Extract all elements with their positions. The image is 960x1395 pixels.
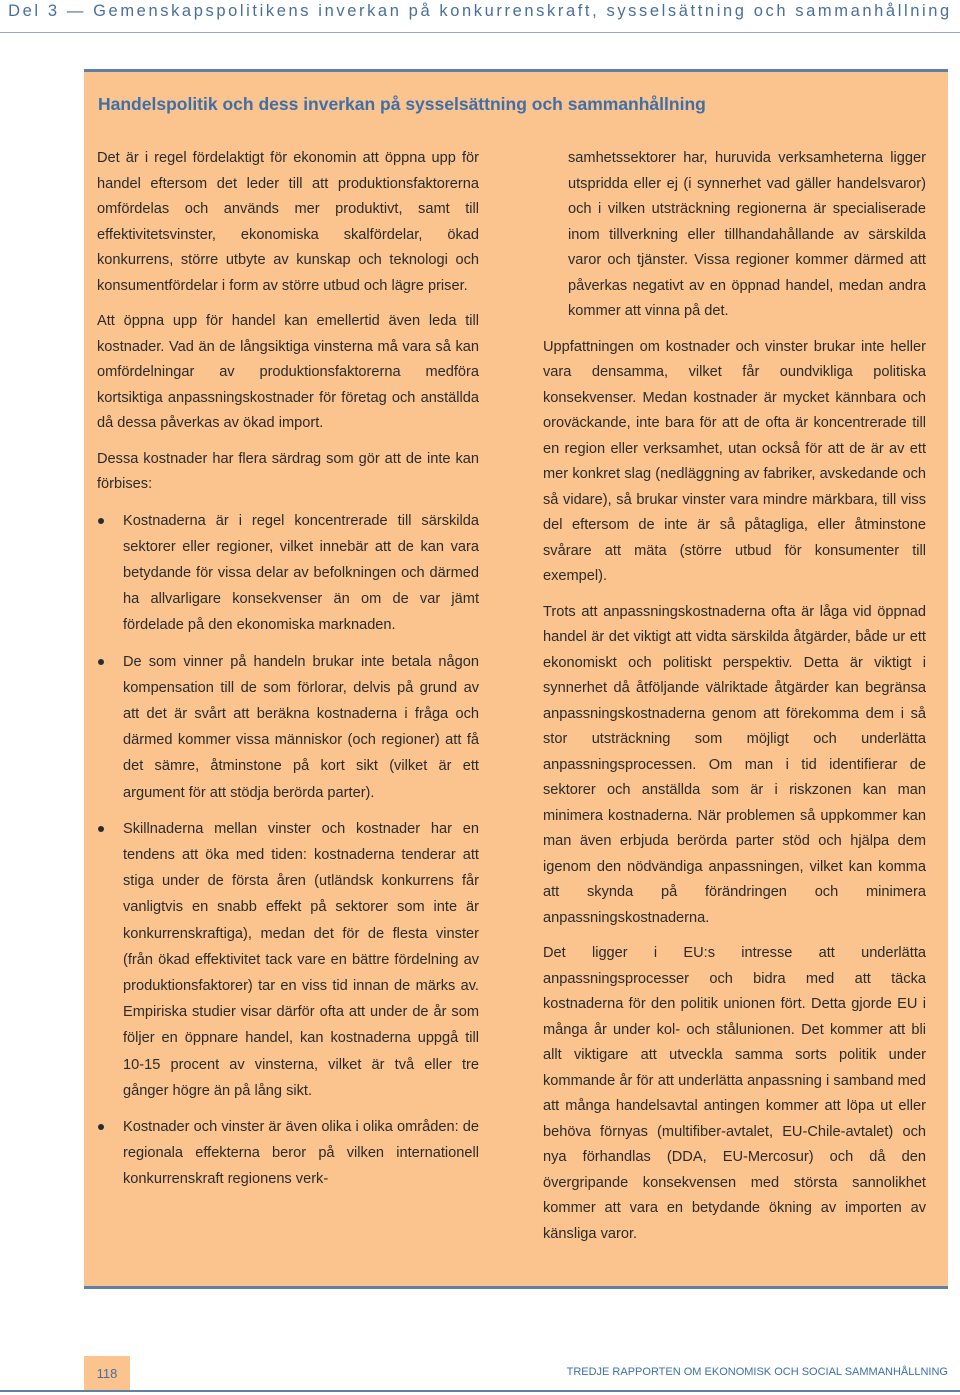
info-box	[84, 69, 948, 1289]
list-item-text: Kostnaderna är i regel koncentrerade till särskilda sektorer eller regioner, vilket innebär att de kan vara betydande för vissa delar av befolkningen och därmed ha allvarligare konsekvenser än om de var jämt fördelade på den ekonomiska marknaden.	[123, 512, 479, 634]
list-item-text: Skillnaderna mellan vinster och kostnader har en tendens att öka med tiden: kostnaderna tenderar att stiga under de första åren (utländsk konkurrens får vanligtvis en snabb effekt på sektorer som inte är konkurrenskraftiga), medan det för de flesta vinster (från ökad effektivitet tack vare en bättre fördelning av produktionsfaktorer) tar en viss tid innan de märks av. Empiriska studier visar därför ofta att under de år som följer en öppnare handel, kan kostnaderna uppgå till 10-15 procent av vinsterna, vilket är två eller tre gånger högre än på lång sikt.	[123, 820, 479, 1099]
paragraph: Det ligger i EU:s intresse att underlätta anpassningsprocesser och bidra med att täcka kostnaderna för den politik unionen fört. Detta gjorde EU i många år under kol- och stålunionen. Det kommer att bli allt viktigare att utveckla samma sorts politik under kommande år för att underlätta anpassning i samband med att många handelsavtal antingen kommer att löpa ut eller behöva förnyas (multifiber-avtalet, EU-Chile-avtalet) och nya förhandlas (DDA, EU-Mercosur) och då den övergripande konsekvensen med största sannolikhet kommer att vara en betydande ökning av importen av känsliga varor.	[543, 945, 926, 1242]
paragraph: Dessa kostnader har flera särdrag som gör att de inte kan förbises:	[97, 450, 479, 492]
paragraph: Det är i regel fördelaktigt för ekonomin att öppna upp för handel eftersom det leder till att produktionsfaktorerna omfördelas och används mer produktivt, samt till effektivitetsvinster, ekonomiska skalfördelar, ökad konkurrens, större utbyte av kunskap och teknologi och konsumentfördelar i form av större utbud och lägre priser.	[97, 150, 479, 294]
continuation-paragraph: samhetssektorer har, huruvida verksamheterna ligger utspridda eller ej (i synnerhet vad gäller handelsvaror) och i vilken utsträckning regionerna är specialiserade inom tillverkning eller tillhandahållande av särskilda varor och tjänster. Vissa regioner kommer därmed att påverkas negativt av en öppnad handel, medan andra kommer att vinna på det.	[568, 150, 926, 319]
right-column	[543, 146, 926, 1257]
page-number: 118	[84, 1356, 130, 1390]
list-item-text: De som vinner på handeln brukar inte betala någon kompensation till de som förlorar, delvis på grund av att det är svårt att beräkna kostnaderna i fråga och därmed kommer vissa människor (och regioner) att få det sämre, åtminstone på kort sikt (vilket är ett argument för att stödja berörda parter).	[123, 653, 479, 801]
running-header: Del 3 — Gemenskapspolitikens inverkan på konkurrenskraft, sysselsättning och sammanhållning	[8, 2, 952, 20]
list-item	[97, 816, 479, 1104]
list-item	[97, 1114, 479, 1193]
bullet-icon	[98, 518, 104, 524]
paragraph: Uppfattningen om kostnader och vinster brukar inte heller vara densamma, vilket får oundvikliga politiska konsekvenser. Medan kostnader är mycket kännbara och oroväckande, inte bara för att de ofta är koncentrerade till en region eller verksamhet, utan också för att de är av ett mer konkret slag (nedläggning av fabriker, avskedande och så vidare), så brukar vinster vara mindre märkbara, till viss del eftersom de inte är så påtagliga, eller åtminstone svårare att mäta (större utbud för konsumenter till exempel).	[543, 338, 926, 584]
list-item	[97, 508, 479, 639]
footer-rule	[0, 1390, 960, 1392]
list-item-text: Kostnader och vinster är även olika i olika områden: de regionala effekterna beror på vilken internationell konkurrenskraft regionens verk-	[123, 1118, 479, 1188]
box-title: Handelspolitik och dess inverkan på sysselsättning och sammanhållning	[98, 94, 706, 114]
bullet-list	[97, 508, 479, 1193]
bullet-icon	[98, 826, 104, 832]
paragraph: Trots att anpassningskostnaderna ofta är låga vid öppnad handel är det viktigt att vidta särskilda åtgärder, både ur ett ekonomiskt och politiskt perspektiv. Detta är viktigt i synnerhet då åtföljande välriktade åtgärder kan begränsa anpassningskostnaderna genom att förekomma dem i så stor utsträckning som möjligt och underlätta anpassningsprocessen. Om man i tid identifierar de sektorer och anställda som är i riskzonen kan man minimera kostnaderna. När problemen så uppkommer kan man även erbjuda berörda parter stöd och hjälpa dem igenom den nödvändiga anpassningen, vilket kan komma att skynda på förändringen och minimera anpassningskostnaderna.	[543, 603, 926, 926]
header-rule	[0, 32, 960, 33]
footer-report-title: TREDJE RAPPORTEN OM EKONOMISK OCH SOCIAL SAMMANHÅLLNING	[566, 1366, 948, 1378]
bullet-icon	[98, 659, 104, 665]
paragraph: Att öppna upp för handel kan emellertid även leda till kostnader. Vad än de långsiktiga vinsterna må vara så kan omfördelningar av produktionsfaktorerna medföra kortsiktiga anpassningskostnader för företag och anställda då dessa påverkas av ökad import.	[97, 313, 479, 431]
left-column	[97, 146, 479, 1203]
list-item	[97, 649, 479, 806]
bullet-icon	[98, 1124, 104, 1130]
